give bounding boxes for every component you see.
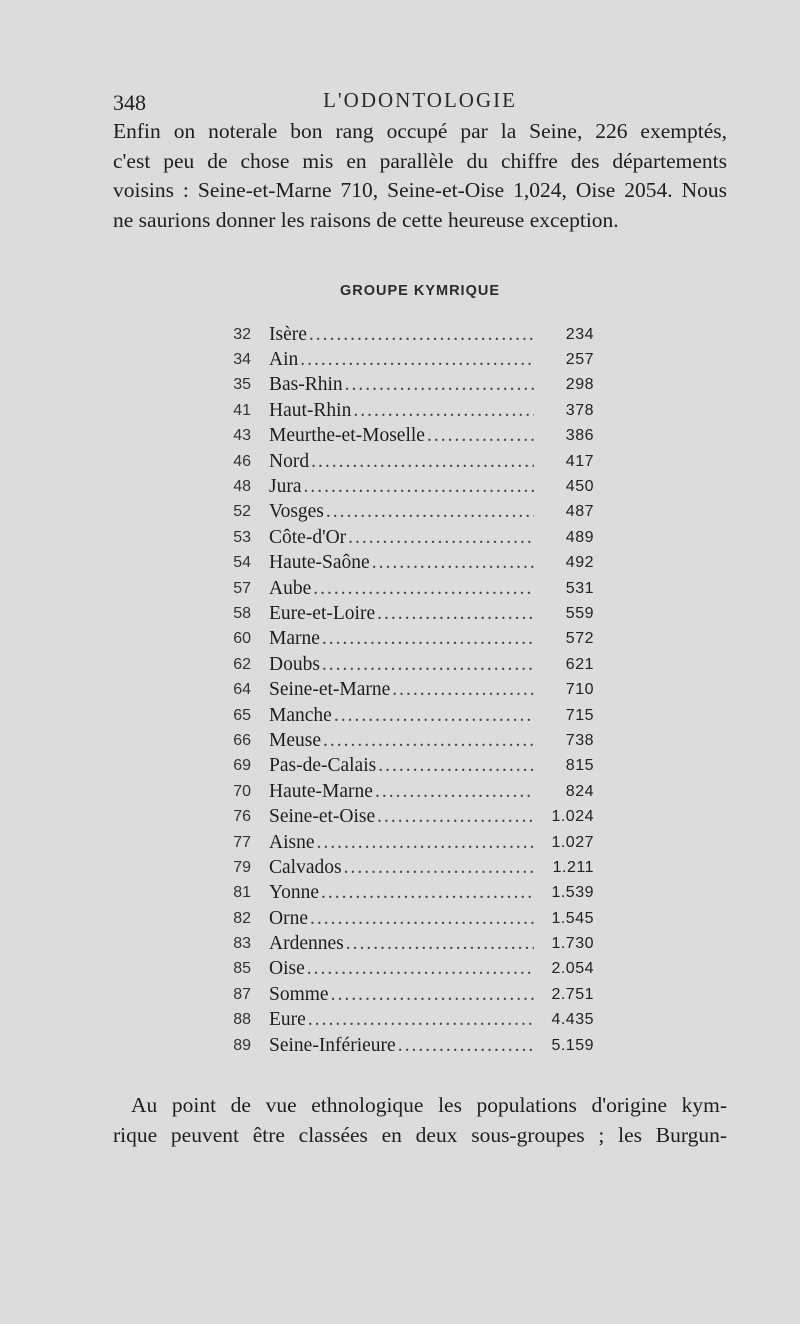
department-name: Nord xyxy=(269,450,310,472)
row-value: 257 xyxy=(565,351,594,369)
dot-leader xyxy=(326,501,534,523)
row-department xyxy=(269,525,534,550)
table-row xyxy=(215,424,594,449)
row-value: 2.751 xyxy=(551,985,594,1003)
row-rank: 79 xyxy=(233,858,251,876)
table-row xyxy=(215,525,594,550)
row-value: 2.054 xyxy=(551,960,594,978)
row-department xyxy=(269,754,534,779)
dot-leader xyxy=(309,324,534,346)
row-rank: 69 xyxy=(233,757,251,775)
department-name: Jura xyxy=(269,476,302,498)
row-rank: 41 xyxy=(233,401,251,419)
row-value: 738 xyxy=(565,731,594,749)
row-rank: 53 xyxy=(233,528,251,546)
department-name: Seine-Inférieure xyxy=(269,1034,396,1056)
row-department xyxy=(269,804,534,829)
department-name: Haute-Marne xyxy=(269,780,373,802)
dot-leader xyxy=(313,578,534,600)
department-name: Calvados xyxy=(269,856,342,878)
row-department xyxy=(269,957,534,982)
table-row xyxy=(215,551,594,576)
department-name: Aube xyxy=(269,577,312,599)
table-row xyxy=(215,906,594,931)
dot-leader xyxy=(331,984,534,1006)
table-row xyxy=(215,982,594,1007)
department-name: Manche xyxy=(269,704,332,726)
row-rank: 64 xyxy=(233,681,251,699)
dot-leader xyxy=(353,400,534,422)
table-row xyxy=(215,576,594,601)
row-value: 1.730 xyxy=(551,935,594,953)
table-row xyxy=(215,322,594,347)
row-value: 1.027 xyxy=(551,833,594,851)
row-value: 1.024 xyxy=(551,808,594,826)
dot-leader xyxy=(300,349,534,371)
row-rank: 48 xyxy=(233,478,251,496)
row-department xyxy=(269,347,534,372)
department-table xyxy=(215,322,594,1058)
row-value: 621 xyxy=(565,655,594,673)
page-number: 348 xyxy=(113,90,146,115)
row-department xyxy=(269,449,534,474)
row-rank: 77 xyxy=(233,833,251,851)
row-rank: 52 xyxy=(233,503,251,521)
department-name: Doubs xyxy=(269,653,320,675)
row-value: 234 xyxy=(565,325,594,343)
closing-paragraph xyxy=(113,1091,727,1150)
row-department xyxy=(269,855,534,880)
row-department xyxy=(269,424,534,449)
department-name: Eure-et-Loire xyxy=(269,602,376,624)
row-rank: 57 xyxy=(233,579,251,597)
intro-line: ne saurions donner les raisons de cette heureuse exception. xyxy=(113,207,619,232)
row-department xyxy=(269,931,534,956)
row-rank: 88 xyxy=(233,1011,251,1029)
closing-line: rique peuvent être classées en deux sous-groupes ; les Burgun- xyxy=(113,1122,727,1147)
row-rank: 65 xyxy=(233,706,251,724)
department-name: Eure xyxy=(269,1009,306,1031)
dot-leader xyxy=(322,628,534,650)
intro-line: c'est peu de chose mis en parallèle du chiffre des départements xyxy=(113,148,727,173)
row-department xyxy=(269,1008,534,1033)
department-name: Seine-et-Oise xyxy=(269,806,376,828)
row-value: 572 xyxy=(565,630,594,648)
row-department xyxy=(269,703,534,728)
dot-leader xyxy=(308,1009,534,1031)
row-rank: 32 xyxy=(233,325,251,343)
dot-leader xyxy=(334,705,534,727)
row-rank: 54 xyxy=(233,554,251,572)
table-row xyxy=(215,830,594,855)
department-name: Somme xyxy=(269,983,329,1005)
row-value: 298 xyxy=(565,376,594,394)
running-title: L'ODONTOLOGIE xyxy=(323,88,517,112)
row-department xyxy=(269,627,534,652)
row-rank: 89 xyxy=(233,1036,251,1054)
dot-leader xyxy=(323,730,534,752)
department-name: Isère xyxy=(269,323,307,345)
department-name: Côte-d'Or xyxy=(269,526,347,548)
table-row xyxy=(215,627,594,652)
dot-leader xyxy=(322,654,534,676)
department-name: Meuse xyxy=(269,729,321,751)
row-value: 492 xyxy=(565,554,594,572)
department-name: Vosges xyxy=(269,501,324,523)
department-name: Pas-de-Calais xyxy=(269,755,377,777)
dot-leader xyxy=(372,552,534,574)
row-value: 1.545 xyxy=(551,909,594,927)
table-row xyxy=(215,500,594,525)
dot-leader xyxy=(348,527,534,549)
row-rank: 83 xyxy=(233,935,251,953)
department-name: Seine-et-Marne xyxy=(269,679,391,701)
table-row xyxy=(215,804,594,829)
dot-leader xyxy=(377,806,534,828)
dot-leader xyxy=(321,882,534,904)
row-value: 450 xyxy=(565,478,594,496)
row-department xyxy=(269,398,534,423)
department-name: Orne xyxy=(269,907,308,929)
row-value: 417 xyxy=(565,452,594,470)
dot-leader xyxy=(304,476,535,498)
row-value: 1.211 xyxy=(552,858,594,876)
department-name: Yonne xyxy=(269,882,320,904)
row-department xyxy=(269,576,534,601)
row-department xyxy=(269,551,534,576)
row-department xyxy=(269,728,534,753)
row-department xyxy=(269,474,534,499)
dot-leader xyxy=(398,1035,534,1057)
row-rank: 70 xyxy=(233,782,251,800)
row-rank: 34 xyxy=(233,351,251,369)
row-department xyxy=(269,906,534,931)
department-name: Meurthe-et-Moselle xyxy=(269,425,425,447)
row-department xyxy=(269,601,534,626)
department-name: Haute-Saône xyxy=(269,552,370,574)
row-department xyxy=(269,779,534,804)
row-department xyxy=(269,500,534,525)
row-value: 489 xyxy=(565,528,594,546)
table-row xyxy=(215,1008,594,1033)
row-value: 824 xyxy=(565,782,594,800)
dot-leader xyxy=(345,374,534,396)
group-title: GROUPE KYMRIQUE xyxy=(339,283,500,299)
table-row xyxy=(215,728,594,753)
table-row xyxy=(215,779,594,804)
dot-leader xyxy=(377,603,534,625)
department-name: Ain xyxy=(269,349,299,371)
department-name: Oise xyxy=(269,958,305,980)
row-department xyxy=(269,322,534,347)
dot-leader xyxy=(378,755,534,777)
dot-leader xyxy=(344,857,534,879)
row-rank: 76 xyxy=(233,808,251,826)
table-row xyxy=(215,957,594,982)
table-row xyxy=(215,449,594,474)
table-row xyxy=(215,881,594,906)
row-value: 378 xyxy=(565,401,594,419)
table-row xyxy=(215,855,594,880)
table-row xyxy=(215,398,594,423)
row-value: 487 xyxy=(565,503,594,521)
table-row xyxy=(215,474,594,499)
row-value: 5.159 xyxy=(551,1036,594,1054)
row-rank: 85 xyxy=(233,960,251,978)
row-rank: 58 xyxy=(233,604,251,622)
row-value: 1.539 xyxy=(551,884,594,902)
row-rank: 81 xyxy=(233,884,251,902)
row-value: 815 xyxy=(565,757,594,775)
table-row xyxy=(215,1033,594,1058)
row-rank: 82 xyxy=(233,909,251,927)
intro-line: Enfin on noterale bon rang occupé par la Seine, 226 exemptés, xyxy=(113,119,727,143)
row-department xyxy=(269,1033,534,1058)
row-department xyxy=(269,677,534,702)
row-rank: 60 xyxy=(233,630,251,648)
row-department xyxy=(269,373,534,398)
dot-leader xyxy=(375,781,534,803)
table-row xyxy=(215,373,594,398)
row-rank: 46 xyxy=(233,452,251,470)
dot-leader xyxy=(311,451,534,473)
row-value: 386 xyxy=(565,427,594,445)
department-name: Haut-Rhin xyxy=(269,399,352,421)
table-row xyxy=(215,703,594,728)
row-department xyxy=(269,652,534,677)
row-rank: 43 xyxy=(233,427,251,445)
dot-leader xyxy=(317,832,535,854)
row-value: 710 xyxy=(565,681,594,699)
intro-paragraph xyxy=(113,117,727,235)
intro-line: voisins : Seine-et-Marne 710, Seine-et-Oise 1,024, Oise 2054. Nous xyxy=(113,178,727,202)
table-row xyxy=(215,347,594,372)
dot-leader xyxy=(307,958,534,980)
row-rank: 35 xyxy=(233,376,251,394)
row-rank: 87 xyxy=(233,985,251,1003)
department-name: Aisne xyxy=(269,831,315,853)
department-name: Ardennes xyxy=(269,933,344,955)
table-row xyxy=(215,677,594,702)
row-value: 4.435 xyxy=(551,1011,594,1029)
row-rank: 66 xyxy=(233,731,251,749)
table-row xyxy=(215,652,594,677)
row-value: 531 xyxy=(565,579,594,597)
dot-leader xyxy=(392,679,534,701)
dot-leader xyxy=(427,425,534,447)
row-department xyxy=(269,830,534,855)
table-row xyxy=(215,601,594,626)
table-row xyxy=(215,931,594,956)
row-department xyxy=(269,881,534,906)
closing-line: Au point de vue ethnologique les populations d'origine kym- xyxy=(131,1093,727,1117)
row-value: 715 xyxy=(565,706,594,724)
dot-leader xyxy=(310,908,534,930)
row-department xyxy=(269,982,534,1007)
row-rank: 62 xyxy=(233,655,251,673)
dot-leader xyxy=(346,933,534,955)
table-row xyxy=(215,754,594,779)
department-name: Bas-Rhin xyxy=(269,374,343,396)
row-value: 559 xyxy=(565,604,594,622)
department-name: Marne xyxy=(269,628,320,650)
